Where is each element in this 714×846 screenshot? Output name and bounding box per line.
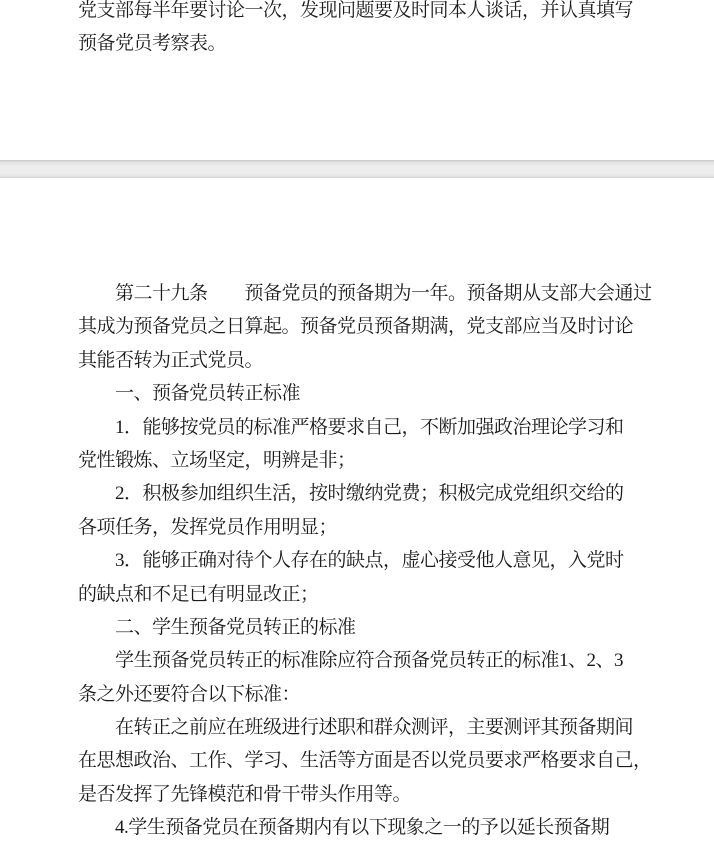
text-line: 在思想政治、工作、学习、生活等方面是否以党员要求严格要求自己， <box>78 750 652 772</box>
text-line-article-heading: 第二十九条 预备党员的预备期为一年。预备期从支部大会通过 <box>78 283 652 304</box>
text-line: 其成为预备党员之日算起。预备党员预备期满，党支部应当及时讨论 <box>78 316 634 338</box>
text-line: 是否发挥了先锋模范和骨干带头作用等。 <box>78 783 412 805</box>
text-line: 在转正之前应在班级进行述职和群众测评，主要测评其预备期间 <box>78 717 634 739</box>
text-line: 3．能够正确对待个人存在的缺点，虚心接受他人意见，入党时 <box>78 550 624 572</box>
article-body <box>78 277 658 845</box>
text-line: 党性锻炼、立场坚定，明辨是非； <box>78 449 356 471</box>
text-line-section-heading: 一、预备党员转正标准 <box>78 383 301 405</box>
page-current <box>0 178 714 846</box>
text-line: 党支部每半年要讨论一次，发现问题要及时同本人谈话，并认真填写 <box>78 0 634 21</box>
text-line: 预备党员考察表。 <box>78 33 227 55</box>
text-line: 条之外还要符合以下标准： <box>78 683 301 705</box>
text-line: 各项任务，发挥党员作用明显； <box>78 516 338 538</box>
text-line: 4.学生预备党员在预备期内有以下现象之一的予以延长预备期 <box>78 817 610 839</box>
text-line: 的缺点和不足已有明显改正； <box>78 583 319 605</box>
text-line: 2．积极参加组织生活，按时缴纳党费；积极完成党组织交给的 <box>78 483 624 505</box>
text-line: 1．能够按党员的标准严格要求自己，不断加强政治理论学习和 <box>78 416 624 438</box>
paragraph-continuation <box>78 0 658 61</box>
text-line: 其能否转为正式党员。 <box>78 349 264 371</box>
page-previous-fragment <box>0 0 714 160</box>
page-gap-divider <box>0 160 714 178</box>
text-line-section-heading: 二、学生预备党员转正的标准 <box>78 616 356 638</box>
text-line: 学生预备党员转正的标准除应符合预备党员转正的标准1、2、3 <box>78 650 624 672</box>
